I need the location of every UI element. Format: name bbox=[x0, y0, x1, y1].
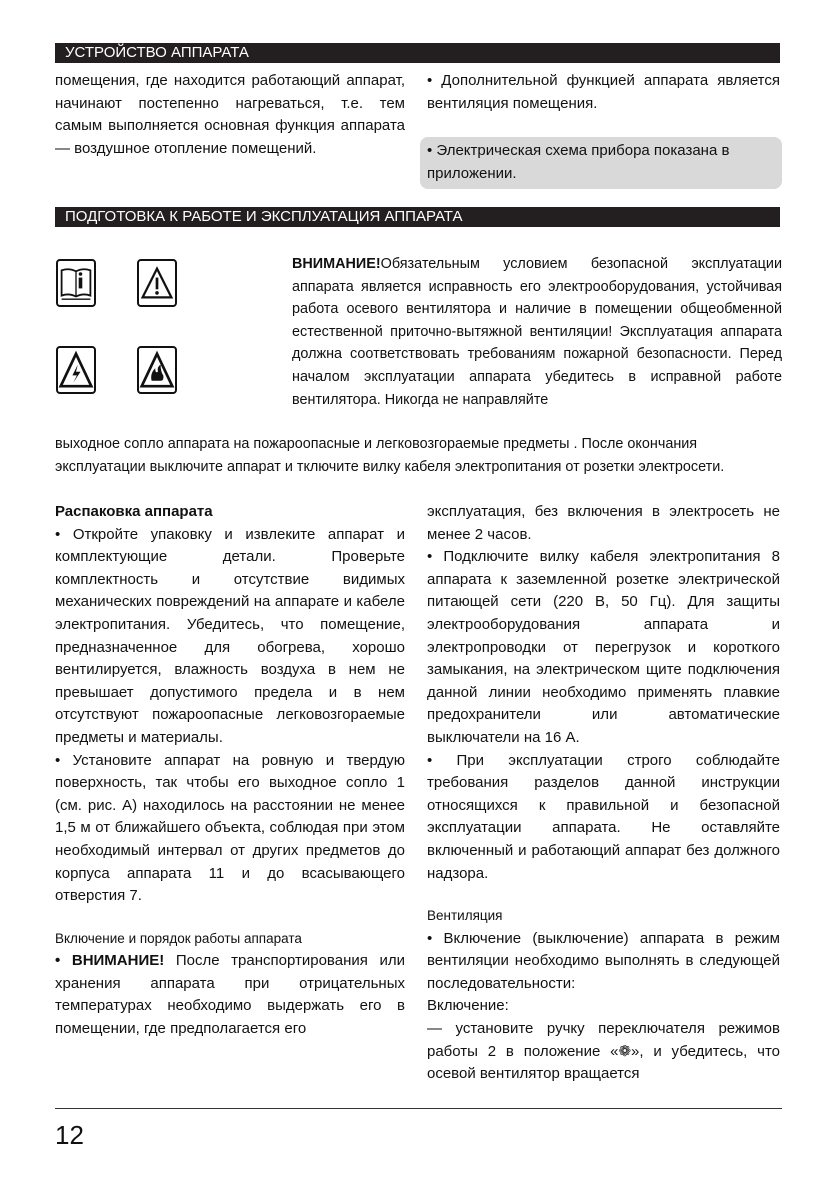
subheading: Включение и порядок работы аппарата bbox=[55, 930, 302, 946]
paragraph: • При эксплуатации строго соблюдайте требования разделов данной инструкции относящихся к правильной и безопасной эксплуатации аппарата. Не оставляйте включенный и работающий аппарат без должного надзора. bbox=[427, 751, 780, 882]
paragraph: • Включение (выключение) аппарата в режим вентиляции необходимо выполнять в следующей последовательности: bbox=[427, 929, 780, 992]
attention-label: • ВНИМАНИЕ! bbox=[55, 952, 165, 970]
footer-divider bbox=[55, 1108, 782, 1109]
paragraph-text: После транспортирования или хранения аппарата при отрицательных температурах необходимо выдержать его в помещении, где предполагается его bbox=[55, 952, 405, 1038]
right-column bbox=[427, 501, 780, 1086]
paragraph: Включение: bbox=[427, 997, 509, 1015]
section-header-device: УСТРОЙСТВО АППАРАТА bbox=[55, 43, 780, 63]
text-block: • Дополнительной функцией аппарата является вентиляция помещения. bbox=[427, 72, 780, 112]
paragraph: • Установите аппарат на ровную и твердую поверхность, так чтобы его выходное сопло 1 (см. рис. А) находилось на расстоянии не менее 1,5 м от ближайшего объекта, соблюдая при этом необходимый интервал от других предметов до корпуса аппарата 11 и до всасывающего отверстия 7. bbox=[55, 751, 405, 905]
warning-icon bbox=[137, 259, 177, 307]
text-block: помещения, где находится работающий аппарат, начинают постепенно нагреваться, т.е. тем самым выполняется основная функция аппарата — воздушное отопление помещений. bbox=[55, 72, 405, 157]
paragraph: • Подключите вилку кабеля электропитания 8 аппарата к заземленной розетке электрической питающей сети (220 В, 50 Гц). Для защиты электрооборудования аппарата и электропроводки от перегрузок и короткого замыкания, на электрическом щите подключения данной линии необходимо применять плавкие предохранители или автоматические выключатели на 16 А. bbox=[427, 548, 780, 746]
warning-continuation: выходное сопло аппарата на пожароопасные и легковозгораемые предметы . После окончания эксплуатации выключите аппарат и тключите вилку кабеля электропитания от розетки электросети. bbox=[55, 436, 725, 475]
warning-paragraph bbox=[292, 253, 782, 411]
paragraph: эксплуатация, без включения в электросеть не менее 2 часов. bbox=[427, 503, 780, 543]
electric-hazard-icon bbox=[56, 346, 96, 394]
manual-info-icon bbox=[56, 259, 96, 307]
paragraph bbox=[55, 950, 405, 1040]
left-column bbox=[55, 501, 405, 1041]
paragraph: — установите ручку переключателя режимов работы 2 в положение «❁», и убедитесь, что осевой вентилятор вращается bbox=[427, 1020, 780, 1083]
warning-text: Обязательным условием безопасной эксплуатации аппарата является исправность его электрооборудования, устойчивая работа осевого вентилятора и наличие в помещении общеобменной естественной приточно-вытяжной вентиляции! Эксплуатация аппарата должна соответствовать требованиям пожарной безопасности. Перед началом эксплуатации аппарата убедитесь в исправной работе вентилятора. Никогда не направляйте bbox=[292, 256, 782, 408]
note-text: • Электрическая схема прибора показана в приложении. bbox=[427, 142, 730, 182]
section-header-operation: ПОДГОТОВКА К РАБОТЕ И ЭКСПЛУАТАЦИЯ АППАРАТА bbox=[55, 207, 780, 227]
subheading: Вентиляция bbox=[427, 908, 503, 924]
unpacking-heading: Распаковка аппарата bbox=[55, 503, 213, 520]
paragraph: • Откройте упаковку и извлеките аппарат и комплектующие детали. Проверьте комплектность и отсутствие видимых механических повреждений на аппарате и кабеле электропитания. Убедитесь, что помещение, предназначенное для обогрева, хорошо вентилируется, влажность воздуха в нем не превышает допустимого предела и в нем отсутствуют пожароопасные легковозгораемые предметы и материалы. bbox=[55, 525, 405, 746]
fire-hazard-icon bbox=[137, 346, 177, 394]
page-number: 12 bbox=[55, 1120, 84, 1150]
warning-label: ВНИМАНИЕ! bbox=[292, 256, 381, 272]
